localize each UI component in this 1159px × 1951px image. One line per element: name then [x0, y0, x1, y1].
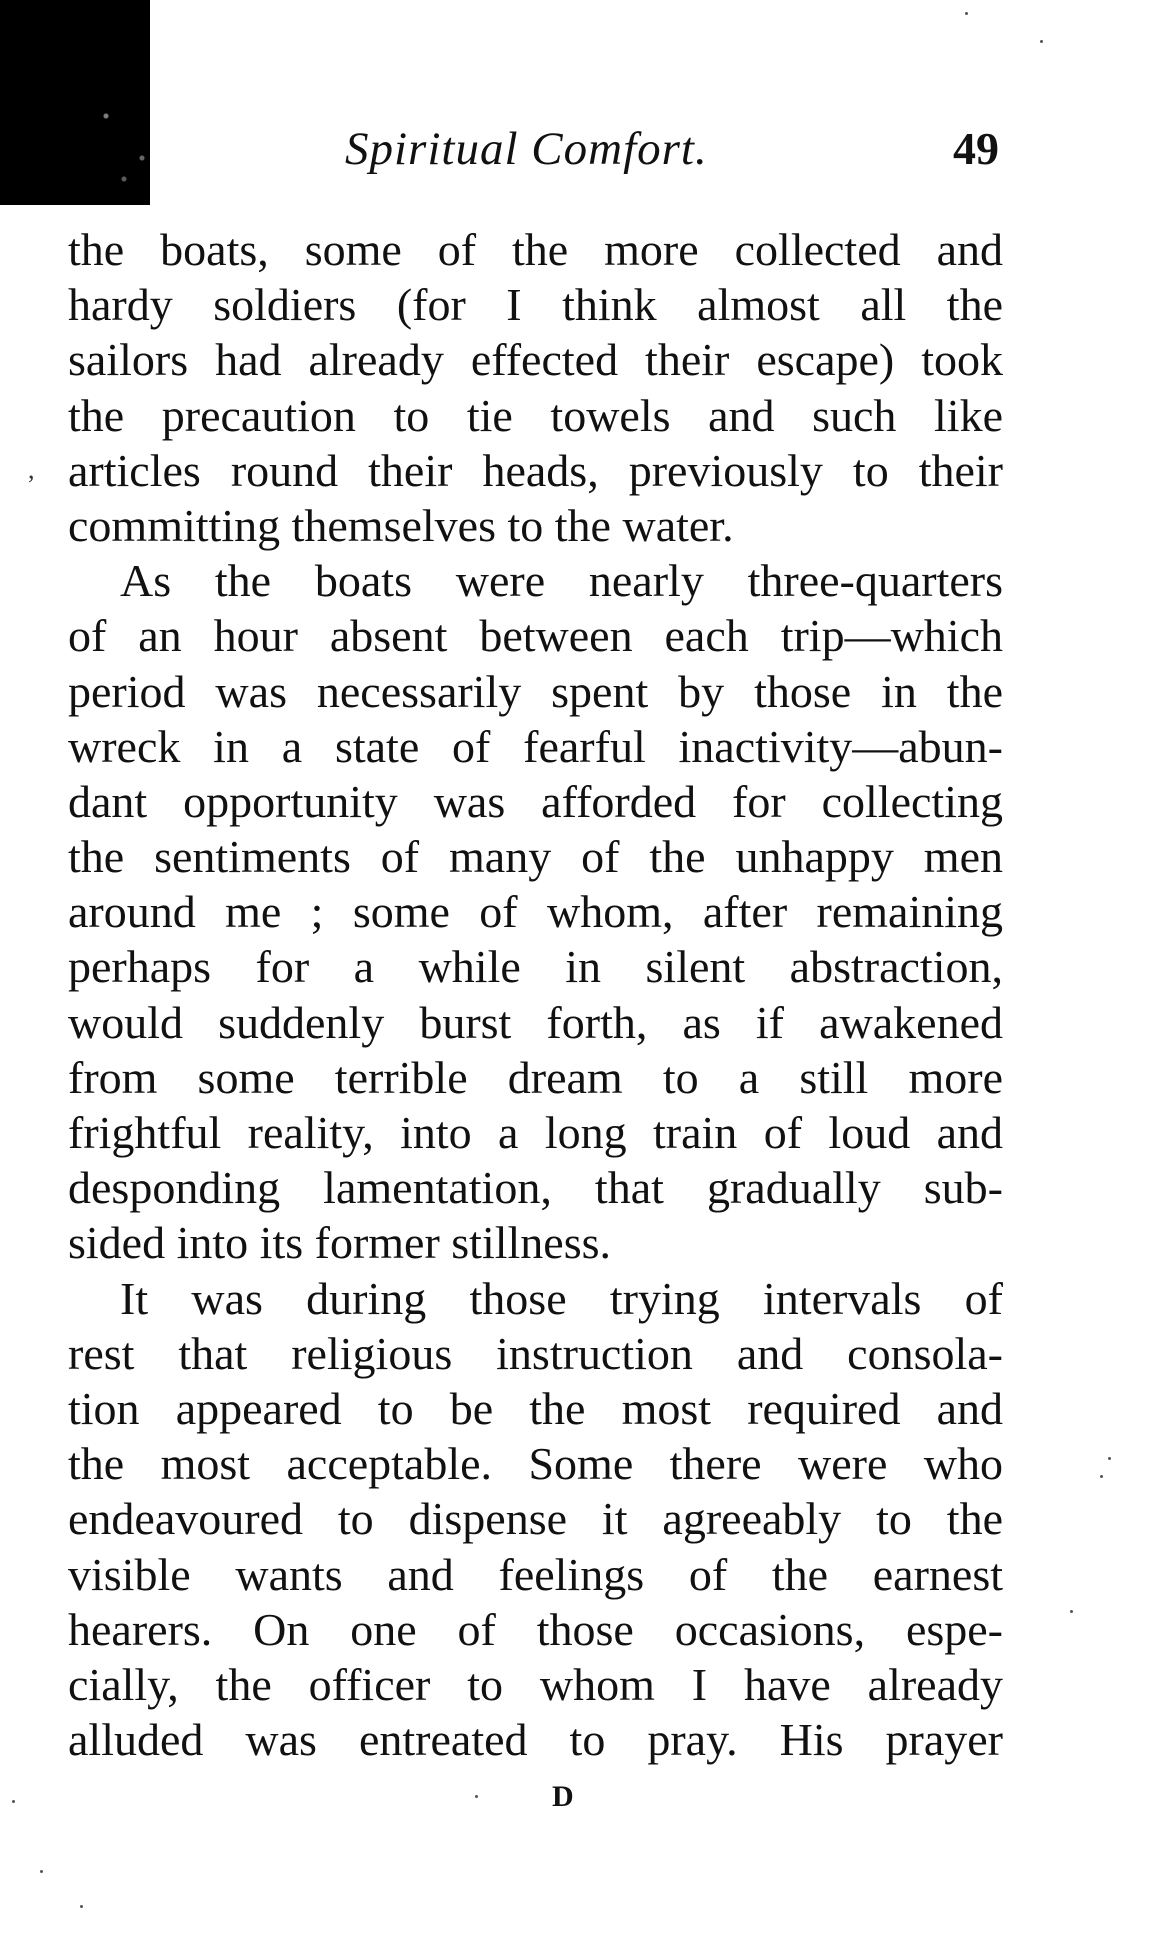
running-title: Spiritual Comfort. — [345, 123, 708, 175]
text-line: period was necessarily spent by those in the — [68, 665, 1003, 717]
text-line: committing themselves to the water. — [68, 499, 734, 551]
dust-speck — [1040, 40, 1043, 43]
dust-speck — [475, 1795, 478, 1798]
text-line: hearers. On one of those occasions, espe- — [68, 1603, 1003, 1655]
text-line: wreck in a state of fearful inactivity—abun- — [68, 720, 1003, 772]
dust-speck — [1108, 1457, 1111, 1460]
text-line: sided into its former stillness. — [68, 1217, 612, 1269]
text-line: the sentiments of many of the unhappy men — [68, 831, 1003, 883]
text-line: dant opportunity was afforded for collecting — [68, 775, 1003, 827]
text-line: articles round their heads, previously to their — [68, 444, 1003, 496]
text-line: the boats, some of the more collected and — [68, 224, 1003, 275]
text-line: tion appeared to be the most required and — [68, 1382, 1003, 1434]
stray-mark: , — [28, 455, 35, 484]
text-line: desponding lamentation, that gradually sub- — [68, 1162, 1003, 1214]
text-line: It was during those trying intervals of — [120, 1272, 1003, 1324]
text-line: from some terrible dream to a still more — [68, 1051, 1003, 1103]
text-line: would suddenly burst forth, as if awakened — [68, 996, 1003, 1048]
dust-speck — [12, 1800, 15, 1803]
signature-mark: D — [552, 1780, 574, 1813]
text-line: As the boats were nearly three-quarters — [120, 555, 1003, 607]
dust-speck — [40, 1870, 43, 1873]
page-number: 49 — [953, 123, 999, 174]
text-line: frightful reality, into a long train of loud and — [68, 1107, 1003, 1158]
text-line: around me ; some of whom, after remaining — [68, 886, 1003, 938]
text-line: rest that religious instruction and consola- — [68, 1327, 1003, 1379]
text-line: the precaution to tie towels and such like — [68, 389, 1003, 441]
text-line: visible wants and feelings of the earnest — [68, 1548, 1003, 1600]
dust-speck — [1100, 1475, 1103, 1478]
body-text — [68, 222, 1003, 1767]
text-line: cially, the officer to whom I have already — [68, 1658, 1003, 1710]
text-line: the most acceptable. Some there were who — [68, 1438, 1003, 1490]
text-line: perhaps for a while in silent abstraction, — [68, 941, 1003, 993]
text-line: sailors had already effected their escape) took — [68, 334, 1003, 386]
running-head — [0, 122, 1159, 182]
text-line: of an hour absent between each trip—which — [68, 610, 1003, 662]
dust-speck — [965, 12, 968, 15]
text-line: alluded was entreated to pray. His prayer — [68, 1714, 1003, 1766]
dust-speck — [80, 1905, 83, 1908]
text-line: endeavoured to dispense it agreeably to the — [68, 1493, 1003, 1545]
dust-speck — [1070, 1610, 1073, 1613]
text-line: hardy soldiers (for I think almost all the — [68, 279, 1003, 331]
